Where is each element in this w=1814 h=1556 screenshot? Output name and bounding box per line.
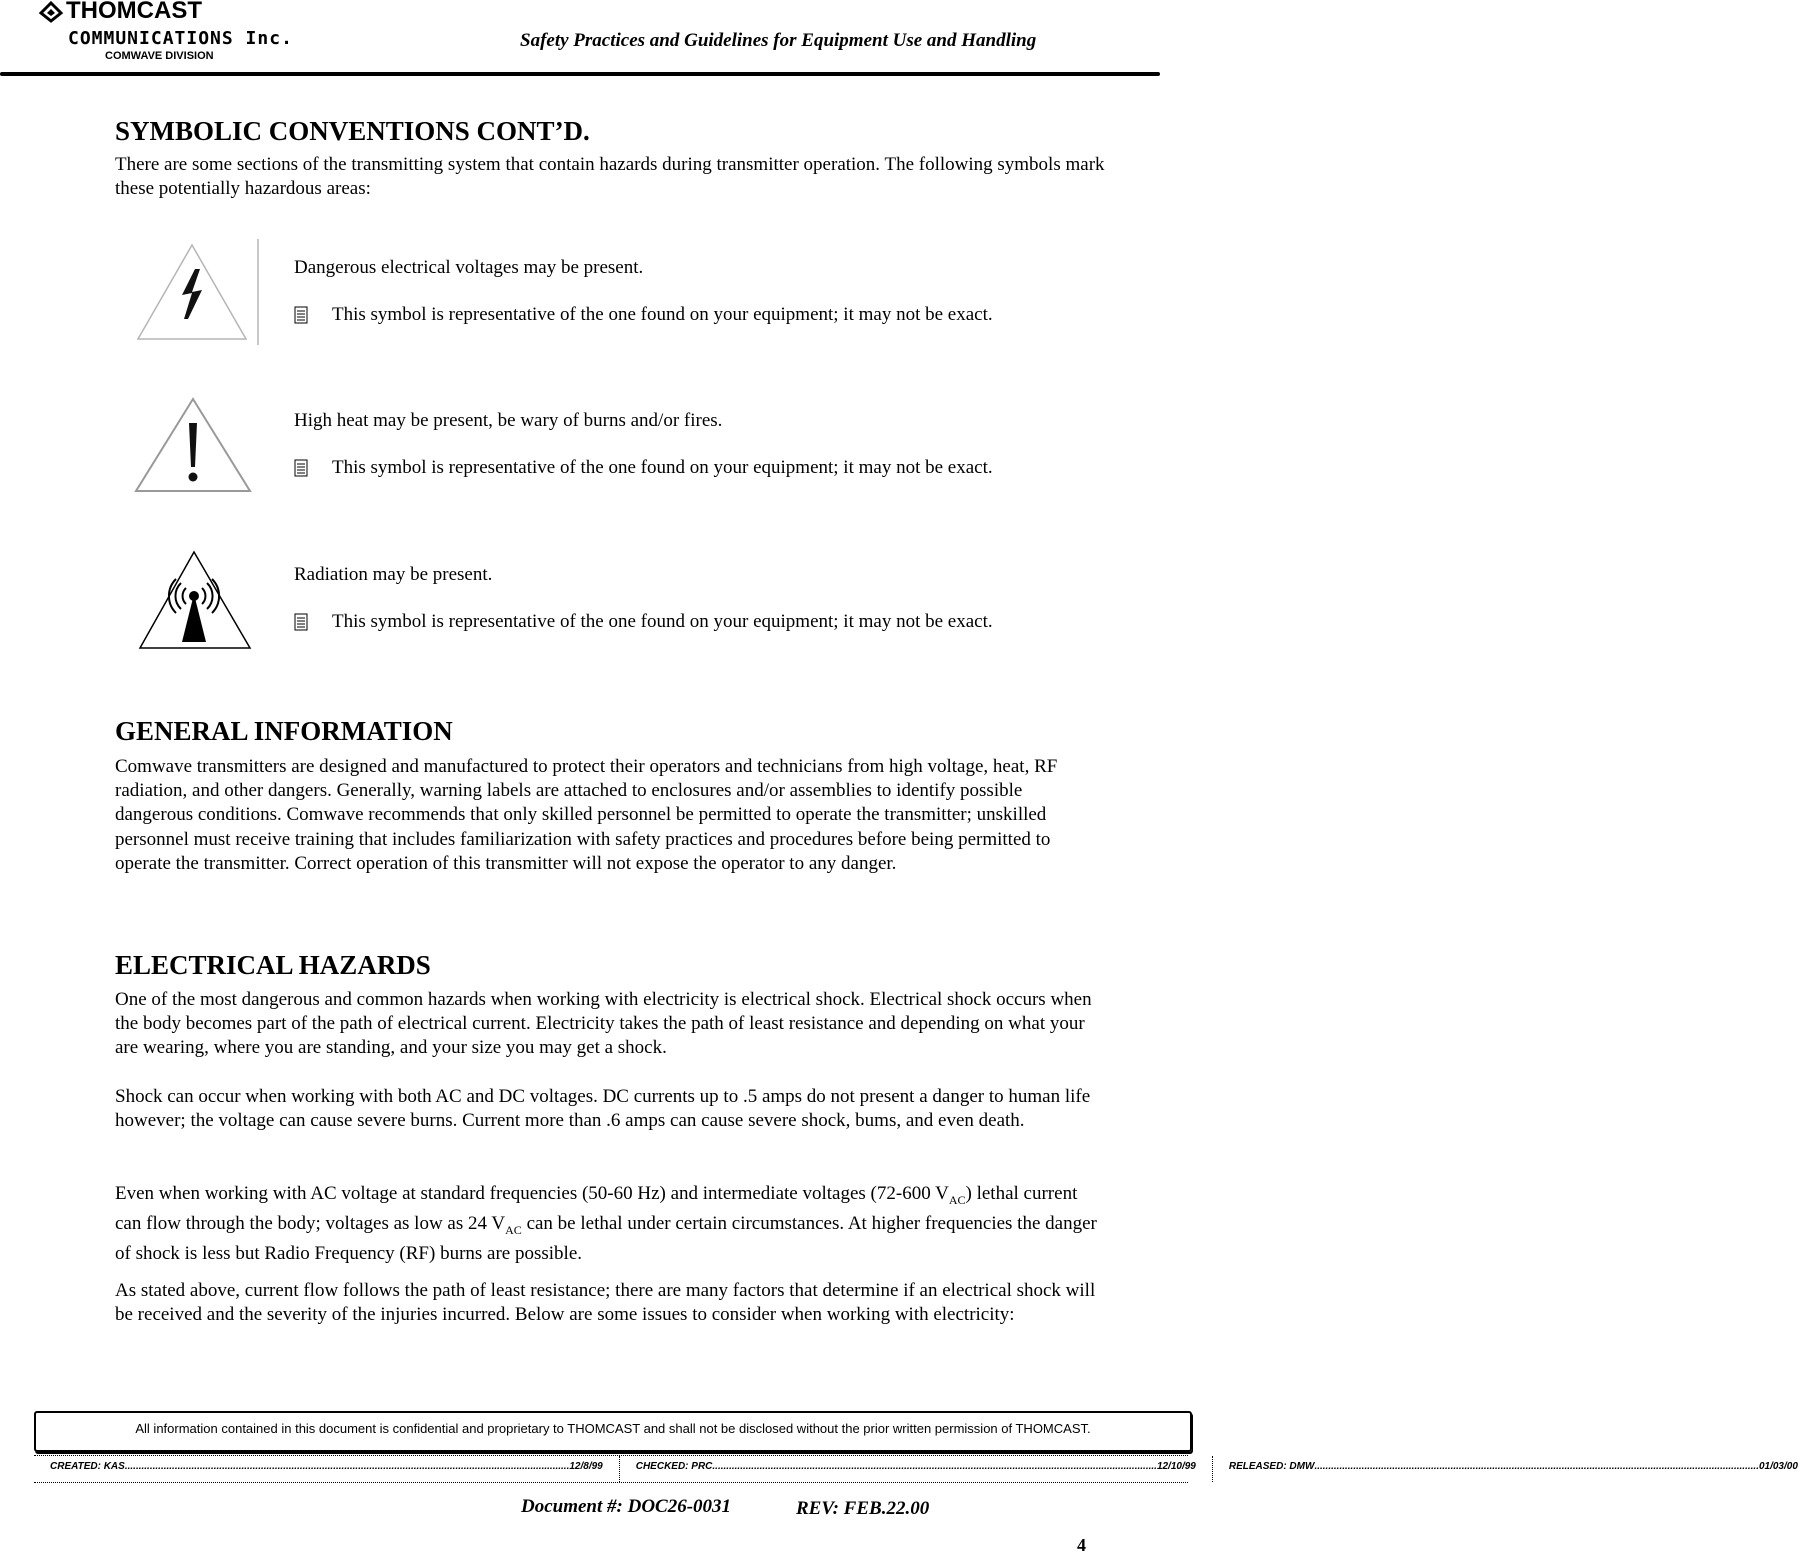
caution-text: High heat may be present, be wary of burns and/or fires. bbox=[294, 410, 723, 431]
document-number: Document #: DOC26-0031 bbox=[521, 1496, 732, 1517]
company-logo-icon bbox=[40, 2, 62, 22]
released-by: RELEASED: DMW bbox=[1228, 1461, 1315, 1472]
checked-cell bbox=[619, 1456, 1212, 1482]
revision: REV: FEB.22.00 bbox=[796, 1498, 930, 1519]
confidentiality-box bbox=[34, 1411, 1192, 1452]
released-date: 01/03/00 bbox=[1758, 1461, 1798, 1472]
electrical-paragraph-2: Shock can occur when working with both AC and DC voltages. DC currents up to .5 amps do not present a danger to human life however; the voltage can cause severe burns. Current more than .6 amps can cause severe shock, bums, and even death. bbox=[115, 1086, 1091, 1132]
created-by: CREATED: KAS bbox=[50, 1461, 125, 1472]
header-title: Safety Practices and Guidelines for Equipment Use and Handling bbox=[520, 30, 1037, 51]
company-subtitle: COMMUNICATIONS Inc. bbox=[68, 28, 293, 49]
electrical-hazard-icon bbox=[128, 235, 261, 350]
electrical-hazard-text: Dangerous electrical voltages may be present. bbox=[294, 257, 644, 278]
caution-icon bbox=[128, 395, 258, 495]
electrical-paragraph-3-part-c: can be lethal under certain circumstances. At higher frequencies the danger of shock is less but Radio Frequency (RF) burns are possible. bbox=[115, 1213, 1097, 1264]
created-cell bbox=[34, 1456, 619, 1482]
electrical-paragraph-3-part-a: Even when working with AC voltage at standard frequencies (50-60 Hz) and intermediate voltages (72-600 V bbox=[115, 1183, 949, 1204]
header-divider bbox=[0, 72, 1160, 76]
checked-by: CHECKED: PRC bbox=[635, 1461, 713, 1472]
signoff-row bbox=[34, 1455, 1798, 1483]
electrical-paragraph-1: One of the most dangerous and common hazards when working with electricity is electrical shock. Electrical shock occurs when the body becomes part of the path of electrical current. Electricity takes the path of least resistance and depending on what your are wearing, where you are standing, and your size you may get a shock. bbox=[115, 989, 1092, 1059]
note-icon bbox=[294, 613, 308, 631]
general-heading: GENERAL INFORMATION bbox=[115, 716, 453, 746]
ac-subscript: AC bbox=[948, 1192, 966, 1207]
electrical-hazard-note-text: This symbol is representative of the one found on your equipment; it may not be exact. bbox=[332, 304, 993, 325]
ac-subscript: AC bbox=[505, 1222, 522, 1237]
symbolic-heading: SYMBOLIC CONVENTIONS CONT’D. bbox=[115, 116, 590, 146]
general-body: Comwave transmitters are designed and manufactured to protect their operators and technicians from high voltage, heat, RF radiation, and other dangers. Generally, warning labels are attached to enclosures and/or assemblies to identify possible dangerous conditions. Comwave recommends that only skilled personnel be permitted to operate the transmitter; unskilled personnel must receive training that includes familiarization with safety practices and procedures before being permitted to operate the transmitter. Correct operation of this transmitter will not expose the operator to any danger. bbox=[115, 756, 1058, 874]
caution-note-text: This symbol is representative of the one found on your equipment; it may not be exact. bbox=[332, 457, 993, 478]
confidentiality-notice: All information contained in this document is confidential and proprietary to THOMCAST and shall not be disclosed without the prior written permission of THOMCAST. bbox=[135, 1421, 1091, 1436]
checked-date: 12/10/99 bbox=[1156, 1461, 1196, 1472]
electrical-paragraph-3 bbox=[115, 1182, 1105, 1266]
released-cell bbox=[1212, 1456, 1814, 1482]
electrical-heading: ELECTRICAL HAZARDS bbox=[115, 950, 431, 980]
radiation-note-text: This symbol is representative of the one found on your equipment; it may not be exact. bbox=[332, 611, 993, 632]
company-division: COMWAVE DIVISION bbox=[105, 50, 214, 62]
note-icon bbox=[294, 306, 308, 324]
electrical-paragraph-4: As stated above, current flow follows the path of least resistance; there are many factors that determine if an electrical shock will be received and the severity of the injuries incurred. Below are some issues to consider when working with electricity: bbox=[115, 1280, 1096, 1326]
radiation-icon bbox=[128, 548, 258, 652]
symbolic-intro: There are some sections of the transmitting system that contain hazards during transmitter operation. The following symbols mark these potentially hazardous areas: bbox=[115, 154, 1105, 200]
radiation-text: Radiation may be present. bbox=[294, 564, 493, 585]
created-date: 12/8/99 bbox=[569, 1461, 603, 1472]
note-icon bbox=[294, 459, 308, 477]
company-name: THOMCAST bbox=[66, 0, 202, 24]
electrical-paragraph-3-part-b: ) lethal current can flow through the body; voltages as low as 24 V bbox=[115, 1183, 1078, 1234]
page-number: 4 bbox=[1077, 1535, 1086, 1555]
